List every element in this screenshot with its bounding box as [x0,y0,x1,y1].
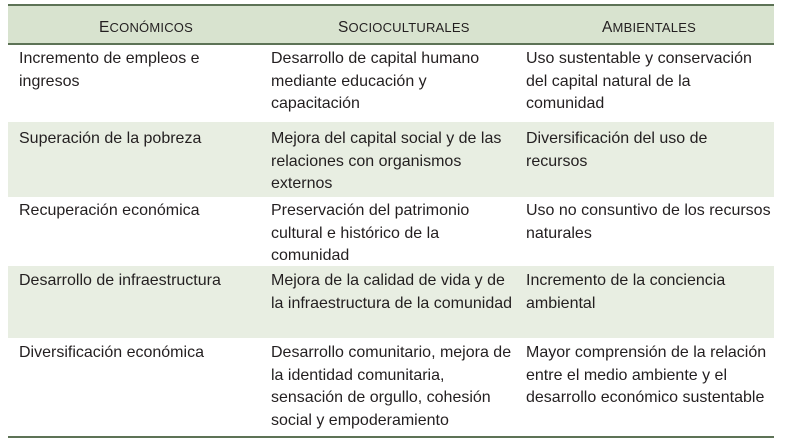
bottom-rule [8,436,774,438]
cell-economicos: Recuperación económica [19,202,200,219]
cell-socioculturales: Desarrollo comunitario, mejora de la identidad comunitaria, sensación de orgullo, cohesión social y empoderamiento [271,344,512,429]
cell-socioculturales: Desarrollo de capital humano mediante educación y capacitación [271,50,480,113]
cell-ambientales: Diversificación del uso de recursos [526,130,708,170]
table-row [8,266,774,338]
header-ambientales: AMBIENTALES [602,19,696,36]
cell-economicos: Superación de la pobreza [19,130,202,147]
cell-ambientales: Uso no consuntivo de los recursos naturales [526,202,771,242]
header-economicos: ECONÓMICOS [99,19,193,36]
header-socioculturales: SOCIOCULTURALES [338,19,470,36]
cell-ambientales: Uso sustentable y conservación del capital natural de la comunidad [526,50,752,113]
table-row [8,197,774,266]
cell-ambientales: Mayor comprensión de la relación entre el medio ambiente y el desarrollo económico sustentable [526,344,767,407]
cell-socioculturales: Preservación del patrimonio cultural e histórico de la comunidad [271,202,470,265]
cell-economicos: Desarrollo de infraestructura [19,272,221,289]
cell-economicos: Diversificación económica [19,344,204,361]
table-row [8,122,774,197]
table-row [8,338,774,434]
cell-socioculturales: Mejora de la calidad de vida y de la infraestructura de la comunidad [271,272,513,312]
cell-economicos: Incremento de empleos e ingresos [19,50,200,90]
cell-socioculturales: Mejora del capital social y de las relaciones con organismos externos [271,130,502,193]
cell-ambientales: Incremento de la conciencia ambiental [526,272,726,312]
table-row [8,45,774,120]
table-header [8,4,774,45]
